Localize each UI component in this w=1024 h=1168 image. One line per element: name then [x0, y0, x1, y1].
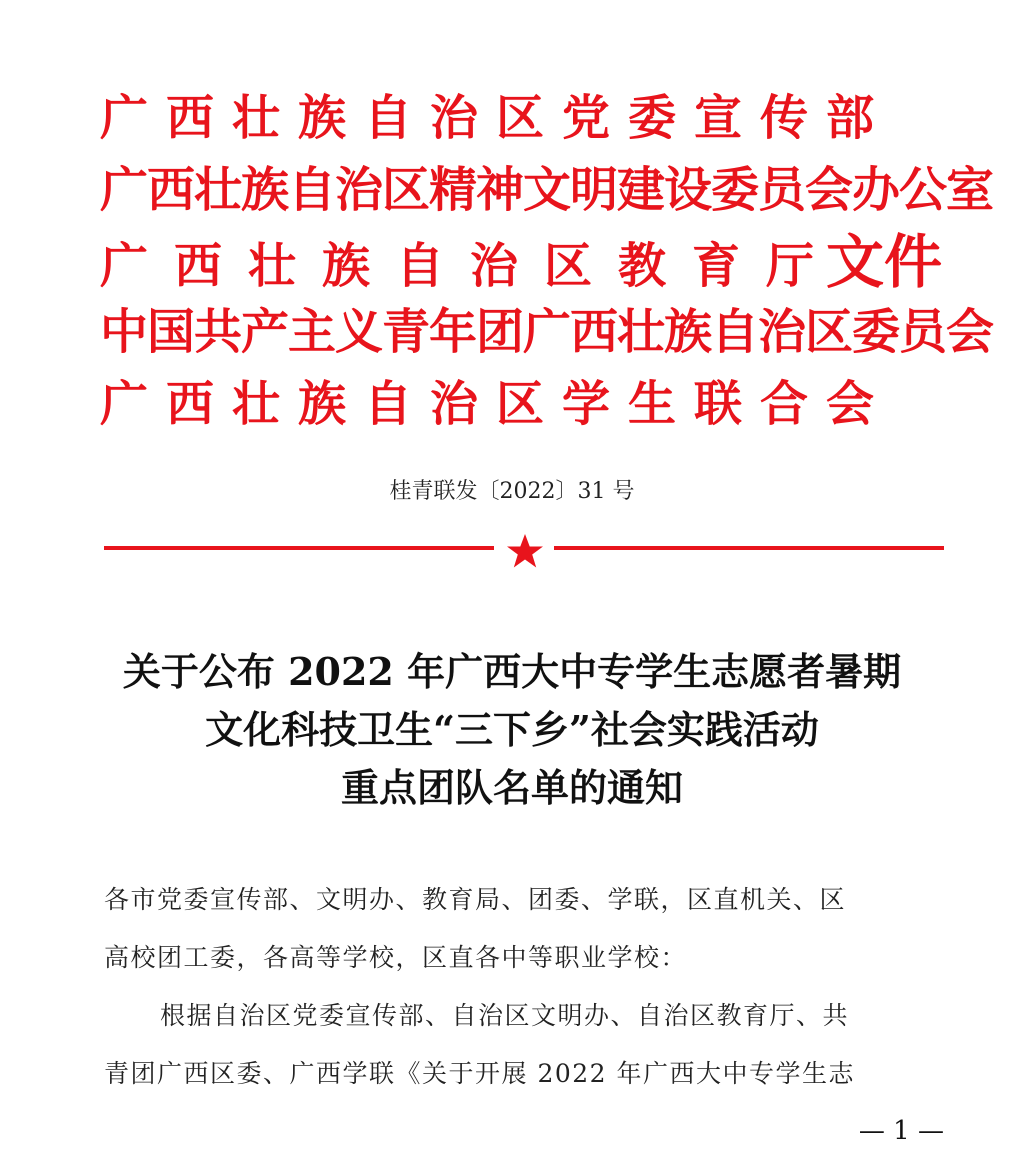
red-rule-left [104, 546, 494, 550]
red-rule-right [554, 546, 944, 550]
doc-type-label: 文件 [826, 228, 943, 296]
issuer-education-dept [100, 228, 943, 296]
page-number: — 1 — [858, 1116, 944, 1146]
star-icon [505, 531, 545, 571]
document-number: 桂青联发〔2022〕31 号 [389, 479, 635, 504]
issuer-education-dept-label: 广西壮族自治区教育厅 [100, 238, 841, 294]
notice-title-line: 重点团队名单的通知 [340, 765, 683, 810]
issuer-youth-league: 中国共产主义青年团广西壮族自治区委员会 [100, 304, 994, 360]
addressee-line: 各市党委宣传部、文明办、教育局、团委、学联，区直机关、区 [104, 885, 847, 914]
body-paragraph-line: 根据自治区党委宣传部、自治区文明办、自治区教育厅、共 [160, 1001, 850, 1030]
issuer-civilization-office: 广西壮族自治区精神文明建设委员会办公室 [100, 162, 994, 218]
addressee-line: 高校团工委，各高等学校，区直各中等职业学校： [104, 943, 688, 972]
body-paragraph-line: 青团广西区委、广西学联《关于开展 2022 年广西大中专学生志 [104, 1059, 856, 1088]
notice-title-line: 文化科技卫生“三下乡”社会实践活动 [205, 707, 819, 752]
issuer-party-publicity: 广西壮族自治区党委宣传部 [100, 90, 893, 146]
notice-title-line: 关于公布 2022 年广西大中专学生志愿者暑期 [122, 649, 902, 694]
issuer-student-federation: 广西壮族自治区学生联合会 [100, 376, 893, 432]
